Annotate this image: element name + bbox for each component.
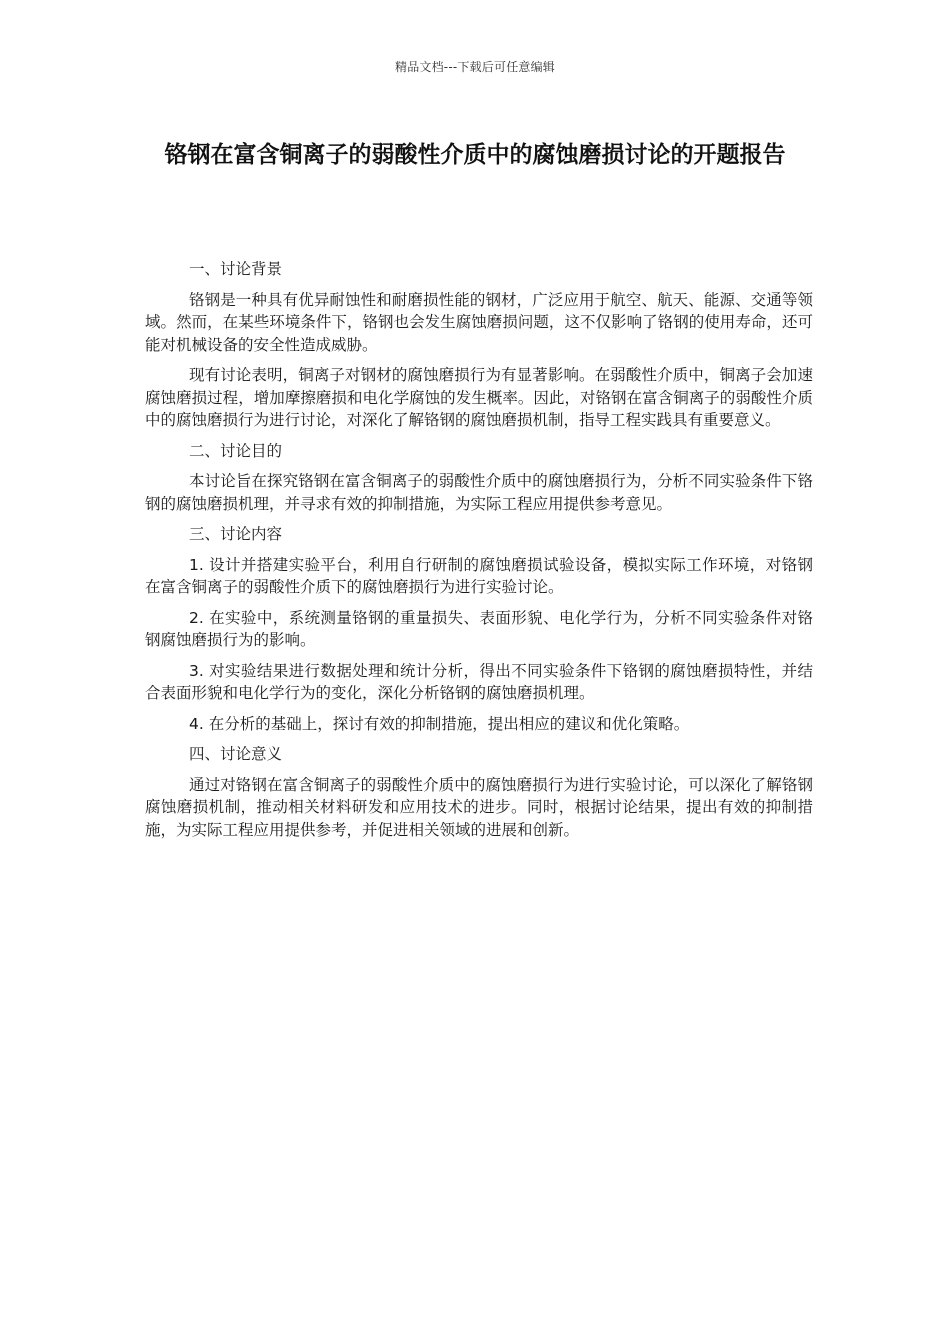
document-body: [145, 258, 813, 849]
paragraph-purpose-1: 本讨论旨在探究铬钢在富含铜离子的弱酸性介质中的腐蚀磨损行为，分析不同实验条件下铬钢的腐蚀磨损机理，并寻求有效的抑制措施，为实际工程应用提供参考意见。: [145, 472, 813, 513]
section-heading-background: 一、讨论背景: [189, 260, 283, 278]
content-list-item-3: 3. 对实验结果进行数据处理和统计分析，得出不同实验条件下铬钢的腐蚀磨损特性，并结合表面形貌和电化学行为的变化，深化分析铬钢的腐蚀磨损机理。: [145, 661, 813, 702]
section-heading-content: 三、讨论内容: [189, 525, 283, 543]
paragraph-significance-1: 通过对铬钢在富含铜离子的弱酸性介质中的腐蚀磨损行为进行实验讨论，可以深化了解铬钢腐蚀磨损机制，推动相关材料研发和应用技术的进步。同时，根据讨论结果，提出有效的抑制措施，为实际工程应用提供参考，并促进相关领域的进展和创新。: [145, 775, 813, 839]
document-title: 铬钢在富含铜离子的弱酸性介质中的腐蚀磨损讨论的开题报告: [164, 142, 786, 168]
section-heading-purpose: 二、讨论目的: [189, 441, 283, 460]
section-heading-significance: 四、讨论意义: [189, 745, 283, 763]
content-list-item-4: 4. 在分析的基础上，探讨有效的抑制措施，提出相应的建议和优化策略。: [189, 714, 690, 733]
header-note: 精品文档---下载后可任意编辑: [395, 60, 555, 74]
paragraph-background-2: 现有讨论表明，铜离子对钢材的腐蚀磨损行为有显著影响。在弱酸性介质中，铜离子会加速腐蚀磨损过程，增加摩擦磨损和电化学腐蚀的发生概率。因此，对铬钢在富含铜离子的弱酸性介质中的腐蚀磨损行为进行讨论，对深化了解铬钢的腐蚀磨损机制，指导工程实践具有重要意义。: [145, 366, 813, 429]
content-list-item-2: 2. 在实验中，系统测量铬钢的重量损失、表面形貌、电化学行为，分析不同实验条件对铬钢腐蚀磨损行为的影响。: [145, 608, 813, 649]
paragraph-background-1: 铬钢是一种具有优异耐蚀性和耐磨损性能的钢材，广泛应用于航空、航天、能源、交通等领域。然而，在某些环境条件下，铬钢也会发生腐蚀磨损问题，这不仅影响了铬钢的使用寿命，还可能对机械设备的安全性造成威胁。: [145, 290, 813, 354]
content-list-item-1: 1. 设计并搭建实验平台，利用自行研制的腐蚀磨损试验设备，模拟实际工作环境，对铬钢在富含铜离子的弱酸性介质下的腐蚀磨损行为进行实验讨论。: [145, 555, 813, 596]
